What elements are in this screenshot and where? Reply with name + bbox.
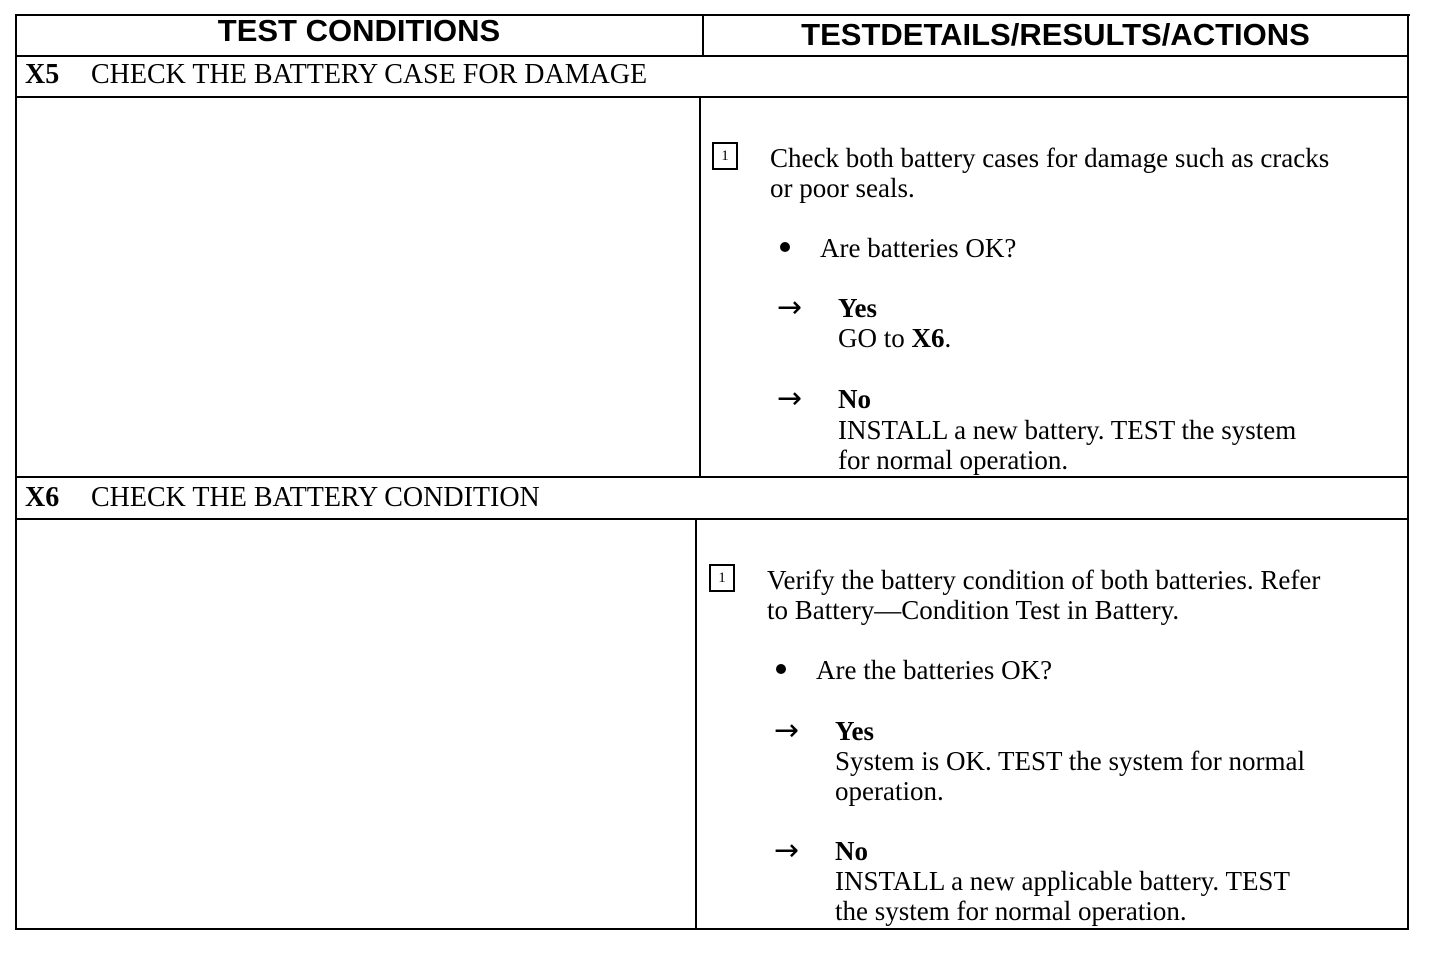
header-test-details: TESTDETAILS/RESULTS/ACTIONS (801, 17, 1310, 52)
table-border-right (1407, 14, 1409, 930)
x6-no-line2: the system for normal operation. (835, 896, 1187, 926)
header-divider (15, 55, 1409, 57)
x5-instruction-line1: Check both battery cases for damage such as cracks (770, 143, 1330, 173)
x6-no-arrow-icon: → (774, 833, 800, 868)
x5-yes-suffix: . (944, 323, 952, 353)
x5-question: Are batteries OK? (820, 233, 1017, 263)
x5-section-title (25, 60, 647, 90)
x6-yes-line2: operation. (835, 776, 944, 806)
x5-step-number-box: 1 (712, 142, 738, 170)
x5-yes-arrow-icon: → (777, 290, 803, 325)
table-border-bottom (15, 928, 1409, 930)
x5-section-end (15, 476, 1409, 478)
x6-yes-arrow-icon: → (774, 713, 800, 748)
x6-question-bullet (776, 664, 786, 674)
x5-no-line1: INSTALL a new battery. TEST the system (838, 415, 1297, 445)
x5-yes-label: Yes (838, 293, 877, 323)
x5-yes-text: GO to (838, 323, 912, 353)
x5-yes-action (838, 323, 951, 353)
x5-title-divider (15, 96, 1409, 98)
x6-instruction-line2: to Battery—Condition Test in Battery. (767, 595, 1180, 625)
x6-no-label: No (835, 836, 868, 866)
x5-instruction-line2: or poor seals. (770, 173, 915, 203)
column-divider-x6 (695, 518, 697, 930)
x6-question: Are the batteries OK? (816, 655, 1053, 685)
x6-title-divider (15, 518, 1409, 520)
x6-code: X6 (25, 482, 60, 513)
x6-yes-label: Yes (835, 716, 874, 746)
x5-question-bullet (780, 242, 790, 252)
x6-section-title (25, 483, 540, 513)
x5-no-label: No (838, 384, 871, 414)
x6-no-line1: INSTALL a new applicable battery. TEST (835, 866, 1290, 896)
x5-no-line2: for normal operation. (838, 445, 1069, 475)
column-divider-x5 (699, 96, 701, 478)
x6-title: CHECK THE BATTERY CONDITION (91, 482, 540, 513)
header-test-conditions: TEST CONDITIONS (217, 13, 501, 48)
table-border-left (15, 14, 17, 930)
x5-title: CHECK THE BATTERY CASE FOR DAMAGE (91, 59, 648, 90)
x6-step-number-box: 1 (709, 564, 735, 592)
x5-no-arrow-icon: → (777, 381, 803, 416)
x6-yes-line1: System is OK. TEST the system for normal (835, 746, 1305, 776)
x5-yes-ref: X6 (911, 323, 945, 353)
x6-instruction-line1: Verify the battery condition of both batteries. Refer (767, 565, 1321, 595)
x5-code: X5 (25, 59, 60, 90)
